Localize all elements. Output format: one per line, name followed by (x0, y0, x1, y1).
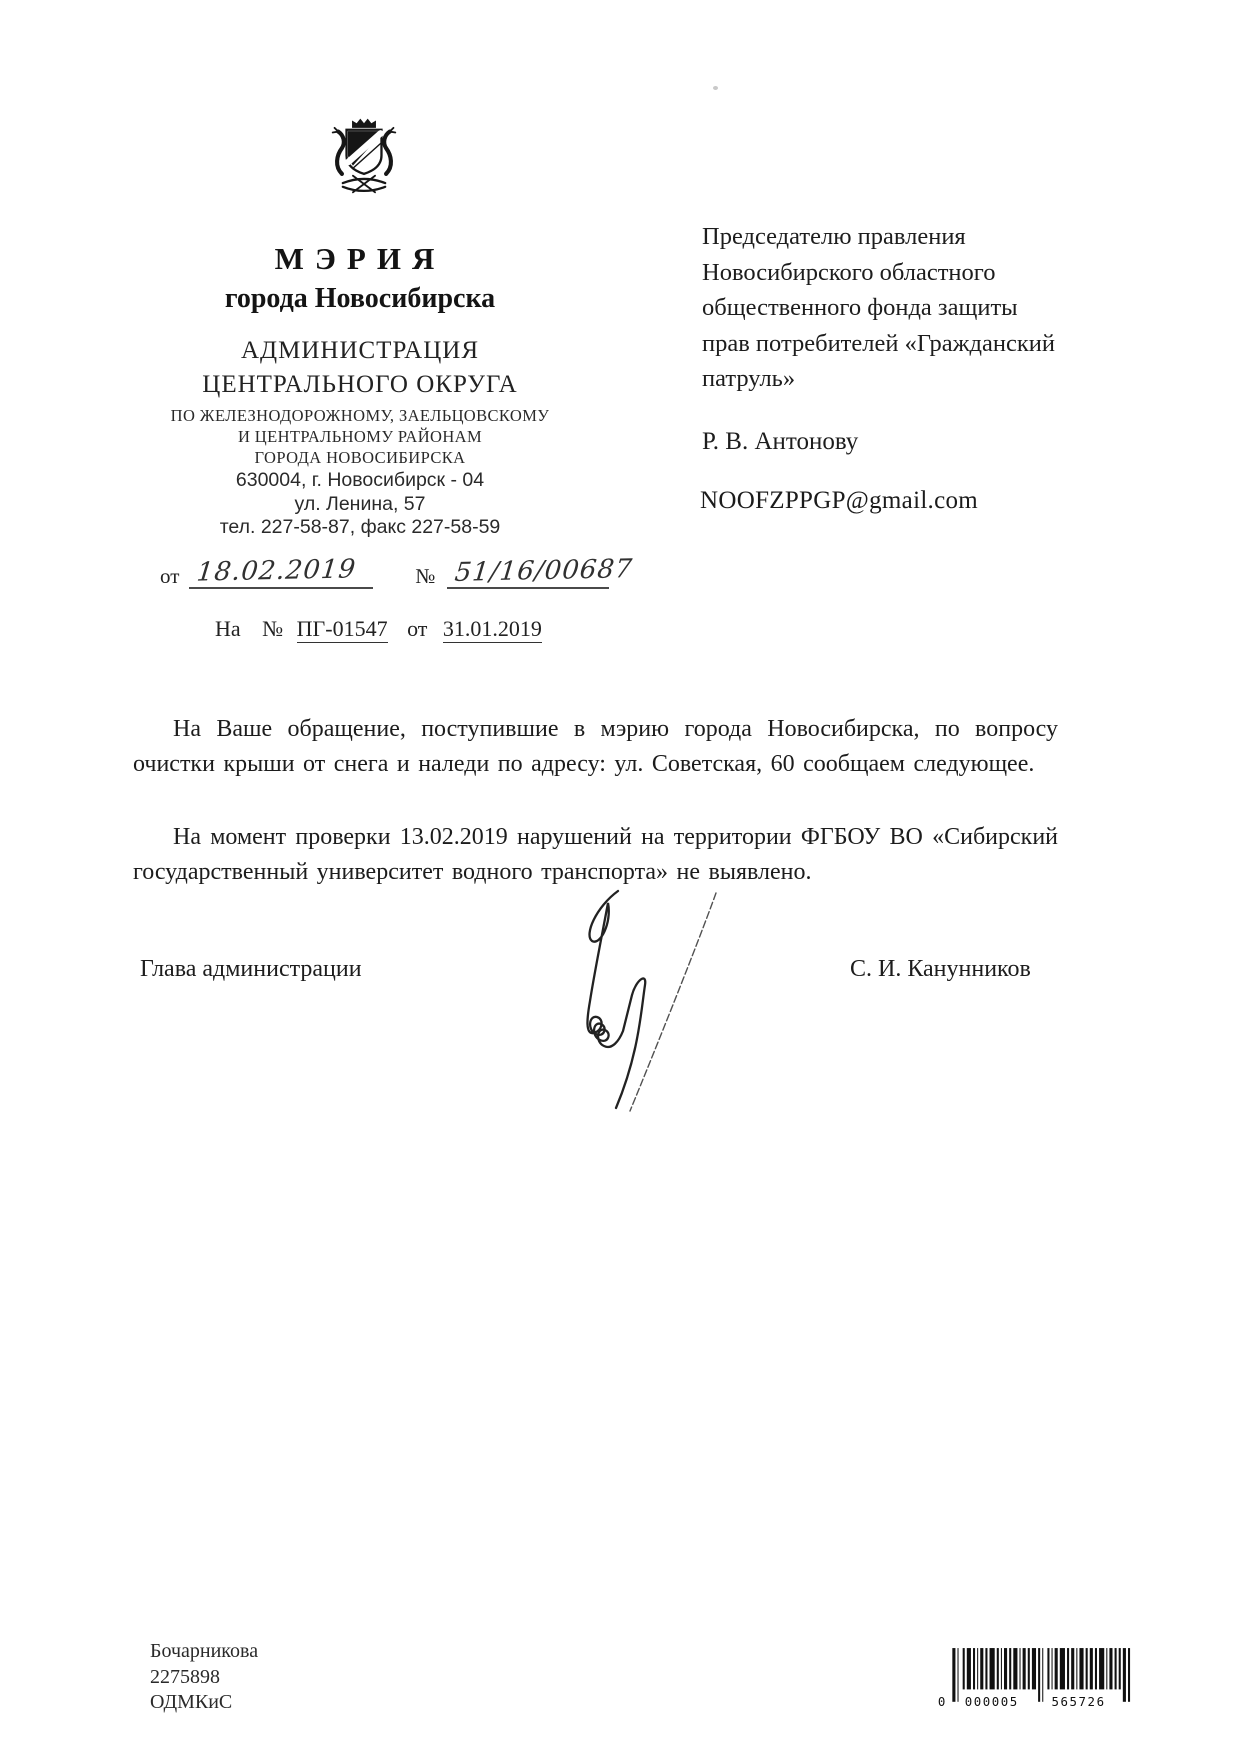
recipient-name: Р. В. Антонову (702, 428, 859, 455)
recipient-address-line-1: Председателю правления (702, 223, 966, 250)
outgoing-reference-row (160, 554, 635, 589)
department-name-line-2: ЦЕНТРАЛЬНОГО ОКРУГА (202, 371, 518, 398)
signer-position: Глава администрации (140, 956, 362, 982)
outgoing-number-handwritten: 51/16/00687 (453, 554, 635, 588)
department-name-line-1: АДМИНИСТРАЦИЯ (241, 337, 479, 364)
body-paragraph-1: На Ваше обращение, поступившие в мэрию города Новосибирска, по вопросу очистки крыши от снега и наледи по адресу: ул. Советская, 60 сообщаем следующее. (133, 716, 1058, 777)
outgoing-number-field (447, 554, 635, 589)
barcode-digits-group-2: 000005 (964, 1693, 1019, 1708)
outgoing-date-label: от (160, 564, 180, 588)
barcode-digits-group-3: 565726 (1051, 1693, 1106, 1708)
district-jurisdiction-line-2: И ЦЕНТРАЛЬНОМУ РАЙОНАМ (237, 427, 483, 446)
district-jurisdiction-line-3: ГОРОДА НОВОСИБИРСКА (254, 448, 466, 467)
outgoing-date-handwritten: 18.02.2019 (195, 554, 358, 588)
recipient-address-line-4: прав потребителей «Гражданский (702, 329, 1055, 357)
body-paragraph-2: На момент проверки 13.02.2019 нарушений на территории ФГБОУ ВО «Сибирский государственный университет водного транспорта» не выявлено. (133, 824, 1058, 885)
recipient-address-line-2: Новосибирского областного (702, 258, 996, 286)
executor-block (150, 1639, 258, 1716)
recipient-address-line-3: общественного фонда защиты (702, 294, 1018, 321)
incoming-date-label: от (407, 616, 428, 641)
barcode (935, 1646, 1135, 1708)
org-title: МЭРИЯ (274, 241, 446, 276)
executor-department: ОДМКиС (150, 1691, 233, 1713)
signer-name: С. И. Канунников (850, 956, 1031, 982)
scan-speck (713, 86, 718, 90)
recipient-block (702, 219, 1055, 397)
outgoing-date-field (189, 556, 373, 589)
street-address-line: ул. Ленина, 57 (294, 493, 426, 515)
handwritten-signature (540, 883, 750, 1118)
incoming-number-label: № (262, 616, 284, 641)
recipient-email: NOOFZPPGP@gmail.com (700, 487, 979, 514)
barcode-digits-group-1: 0 (937, 1693, 947, 1708)
novosibirsk-coat-of-arms-icon (318, 116, 410, 206)
postal-address-line: 630004, г. Новосибирск - 04 (235, 469, 485, 491)
incoming-reference-row (215, 616, 542, 642)
incoming-prefix: На (215, 616, 241, 641)
incoming-number: ПГ-01547 (296, 616, 388, 641)
district-jurisdiction-line-1: ПО ЖЕЛЕЗНОДОРОЖНОМУ, ЗАЕЛЬЦОВСКОМУ (170, 406, 550, 425)
executor-name: Бочарникова (150, 1640, 259, 1662)
phone-fax-line: тел. 227-58-87, факс 227-58-59 (219, 516, 501, 538)
org-subtitle: города Новосибирска (224, 283, 496, 314)
outgoing-number-label: № (415, 564, 436, 588)
executor-phone: 2275898 (150, 1665, 220, 1688)
recipient-address-line-5: патруль» (702, 365, 796, 392)
incoming-date: 31.01.2019 (442, 616, 542, 641)
